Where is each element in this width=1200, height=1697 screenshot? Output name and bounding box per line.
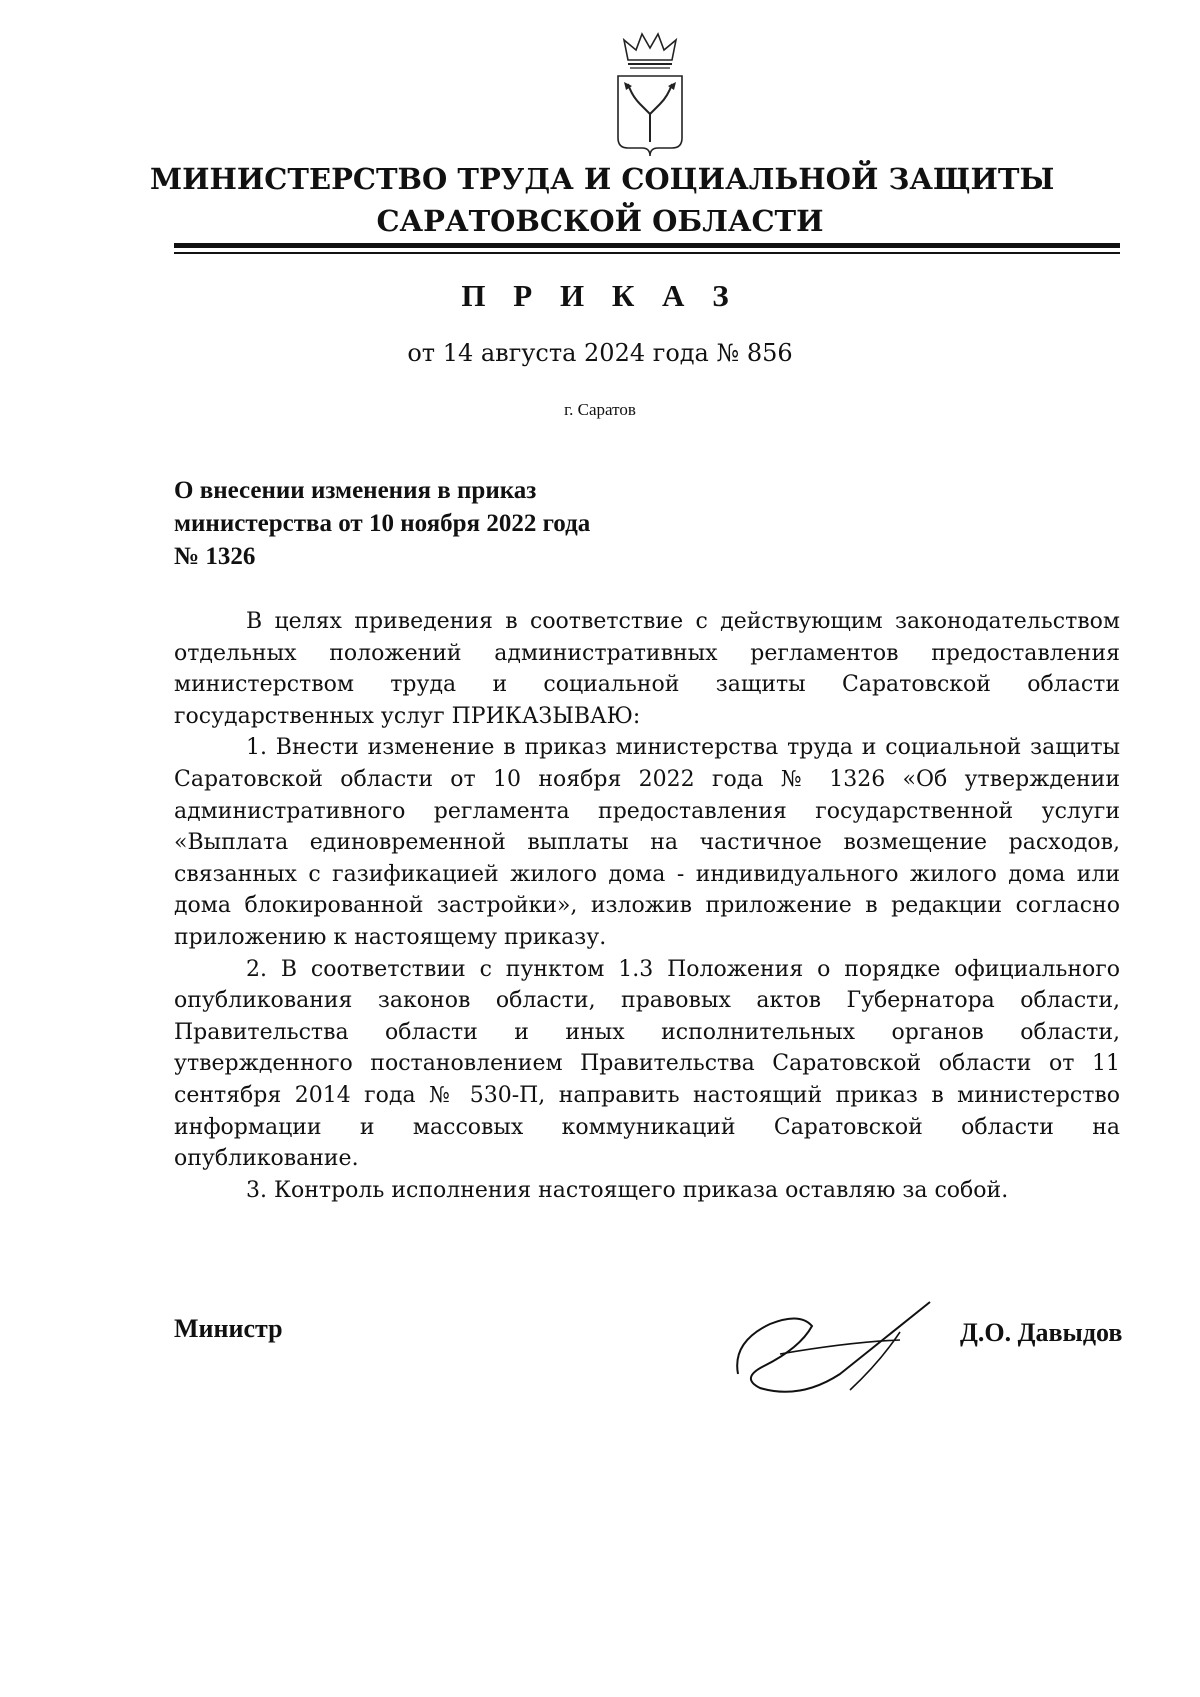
ministry-name [150, 158, 1055, 242]
signatory-name: Д.О. Давыдов [960, 1318, 1123, 1347]
coat-of-arms-icon [610, 30, 690, 160]
order-subject [174, 474, 734, 573]
header-divider-thick [174, 243, 1120, 248]
order-city: г. Саратов [564, 400, 636, 419]
order-body [174, 606, 1120, 1206]
subject-line1: О внесении изменения в приказ [174, 477, 537, 504]
order-title: П Р И К А З [461, 278, 739, 313]
body-item-2: 2. В соответствии с пунктом 1.3 Положения о порядке официального опубликования законов области, правовых актов Губернатора области, Правительства области и иных исполнительных органов области, утвержденного постановлением Правительства Саратовской области от 11 сентября 2014 года № 530-П, направить настоящий приказ в министерство информации и массовых коммуникаций Саратовской области на опубликование. [174, 956, 1120, 1172]
body-item-1: 1. Внести изменение в приказ министерства труда и социальной защиты Саратовской области от 10 ноября 2022 года № 1326 «Об утверждении административного регламента предоставления государственной услуги «Выплата единовременной выплаты на частичное возмещение расходов, связанных с газификацией жилого дома - индивидуального жилого дома или дома блокированной застройки», изложив приложение в редакции согласно приложению к настоящему приказу. [174, 735, 1120, 950]
order-date-number: от 14 августа 2024 года № 856 [407, 339, 793, 367]
body-item-3: 3. Контроль исполнения настоящего приказа оставляю за собой. [246, 1177, 1009, 1203]
ministry-name-line1: МИНИСТЕРСТВО ТРУДА И СОЦИАЛЬНОЙ ЗАЩИТЫ [150, 162, 1055, 196]
ministry-name-line2: САРАТОВСКОЙ ОБЛАСТИ [376, 204, 824, 238]
subject-line3: № 1326 [174, 543, 256, 570]
signatory-position: Министр [174, 1314, 283, 1343]
handwritten-signature-icon [730, 1282, 950, 1402]
header-divider-thin [174, 252, 1120, 254]
body-preamble: В целях приведения в соответствие с действующим законодательством отдельных положений административных регламентов предоставления министерством труда и социальной защиты Саратовской области государственных услуг ПРИКАЗЫВАЮ: [174, 609, 1120, 729]
subject-line2: министерства от 10 ноября 2022 года [174, 510, 591, 537]
